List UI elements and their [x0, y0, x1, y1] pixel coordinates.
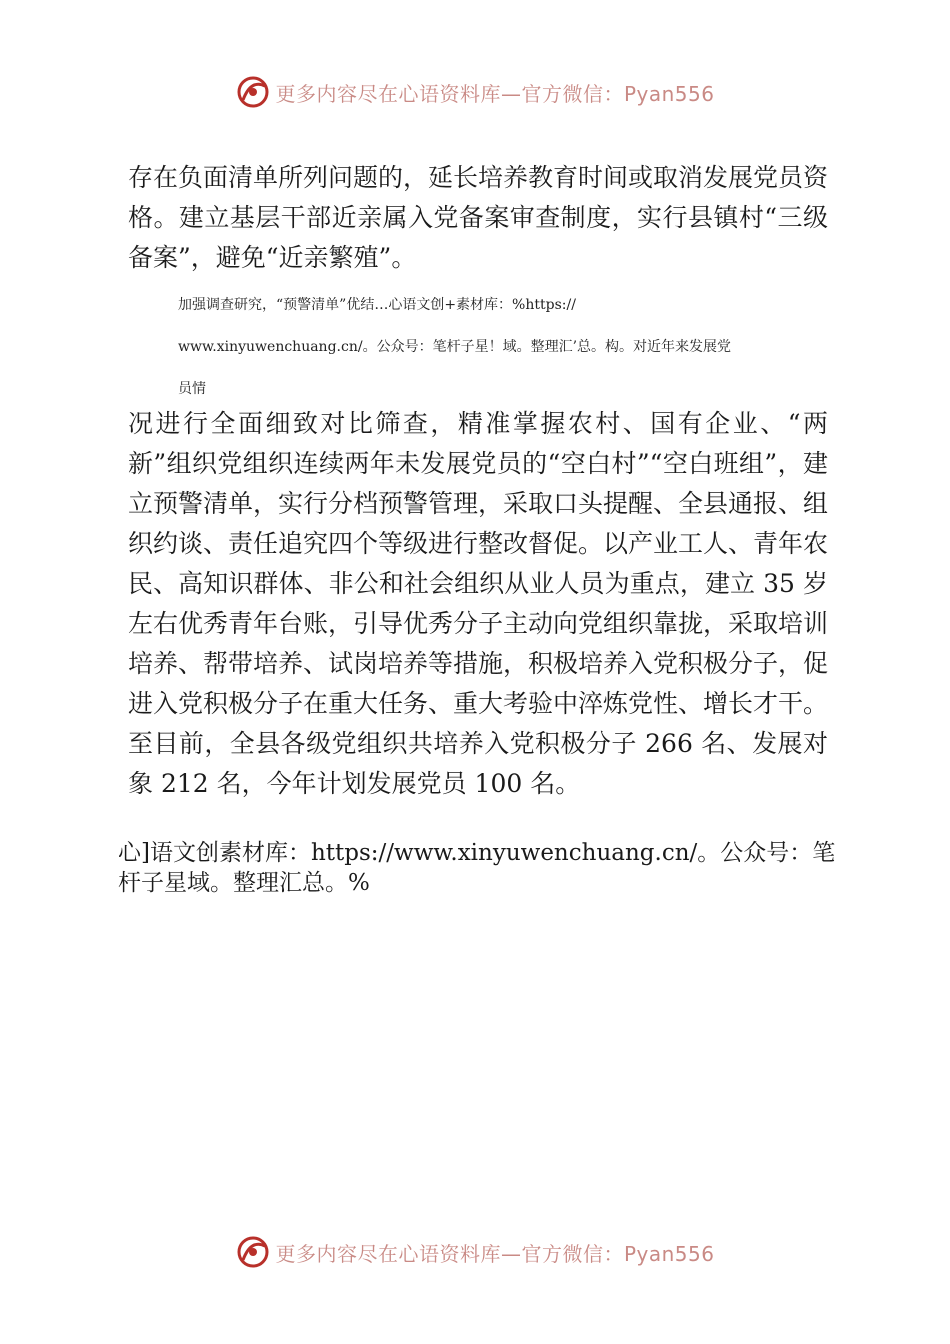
watermark-line-2: www.xinyuwenchuang.cn/。公众号：笔杆子星！域。整理汇’总。构。对近年来发展党: [178, 339, 732, 355]
header-banner-text: 更多内容尽在心语资料库—官方微信：Pyan556: [275, 81, 715, 106]
header-banner: [0, 72, 950, 112]
paragraph-2: 况进行全面细致对比筛查，精准掌握农村、国有企业、“两新”组织党组织连续两年未发展党员的“空白村”“空白班组”，建立预警清单，实行分档预警管理，采取口头提醒、全县通报、组织约谈、责任追究四个等级进行整改督促。以产业工人、青年农民、高知识群体、非公和社会组织从业人员为重点，建立 35 岁左右优秀青年台账，引导优秀分子主动向党组织靠拢，采取培训培养、帮带培养、试岗培养等措施，积极培养入党积极分子，促进入党积极分子在重大任务、重大考验中淬炼党性、增长才干。至目前，全县各级党组织共培养入党积极分子 266 名、发展对象 212 名，今年计划发展党员 100 名。: [128, 409, 829, 798]
watermark-line-1: 加强调查研究，“预警清单”优结…心语文创+素材库：%https://: [178, 297, 576, 313]
footer-banner-text: 更多内容尽在心语资料库—官方微信：Pyan556: [275, 1241, 715, 1266]
paragraph-1: 存在负面清单所列问题的，延长培养教育时间或取消发展党员资格。建立基层干部近亲属入党备案审查制度，实行县镇村“三级备案”，避免“近亲繁殖”。: [128, 163, 829, 272]
watermark-line-3: 员情: [178, 381, 206, 397]
red-stamp-logo-icon: [235, 1234, 271, 1270]
footer-banner: [0, 1232, 950, 1272]
footer-note: 心]语文创素材库：https://www.xinyuwenchuang.cn/。公众号：笔杆子星域。整理汇总。%: [118, 840, 836, 896]
red-stamp-logo-icon: [235, 74, 271, 110]
